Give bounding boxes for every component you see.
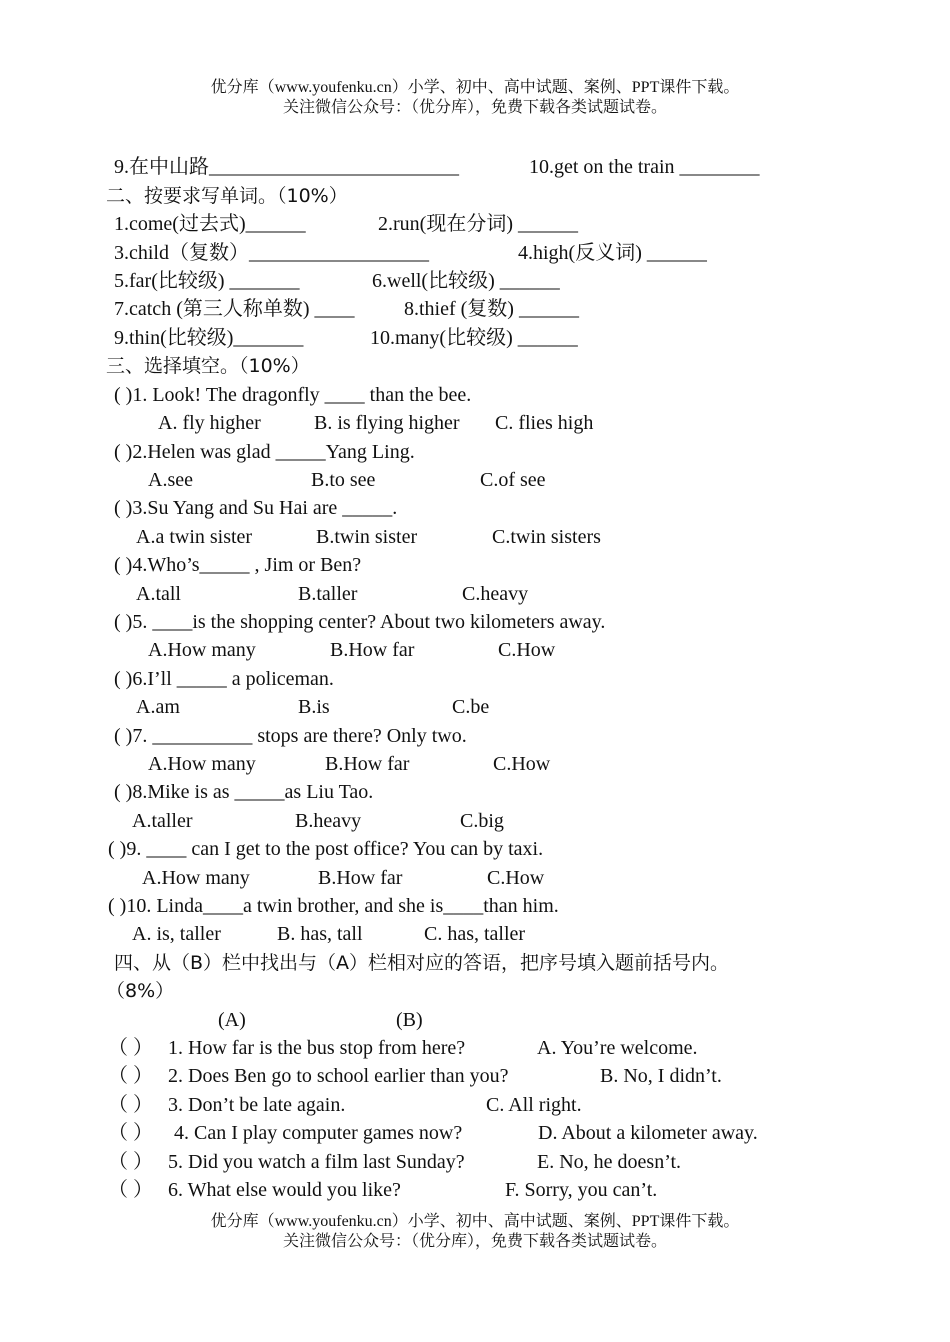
match-question: 5. Did you watch a film last Sunday?	[168, 1151, 465, 1173]
option-c: C.How	[487, 867, 545, 889]
choice-question-1: ( )1. Look! The dragonfly ____ than the bee.	[114, 384, 472, 406]
option-c: C. has, taller	[424, 923, 526, 945]
answer-paren: （ ）	[108, 1151, 153, 1173]
option-a: A.see	[148, 469, 193, 491]
option-a: A.How many	[148, 639, 256, 661]
option-b: B.twin sister	[316, 526, 418, 548]
match-question: 2. Does Ben go to school earlier than you?	[168, 1065, 509, 1087]
answer-paren: （ ）	[108, 1065, 153, 1087]
answer-paren: （ ）	[108, 1122, 153, 1144]
match-question: 3. Don’t be late again.	[168, 1094, 346, 1116]
column-headers	[0, 1008, 950, 1032]
choice-options-9	[0, 866, 950, 890]
choice-options-3	[0, 525, 950, 549]
word-item: 8.thief (复数) ______	[404, 298, 579, 320]
option-b: B.is	[298, 696, 330, 718]
option-b: B.How far	[318, 867, 403, 889]
top-item-10: 10.get on the train ________	[529, 156, 760, 178]
choice-question-2: ( )2.Helen was glad _____Yang Ling.	[114, 441, 415, 463]
section-2-row-3	[0, 269, 950, 293]
match-row	[0, 1150, 950, 1174]
answer-paren: （ ）	[108, 1037, 153, 1059]
choice-question-10: ( )10. Linda____a twin brother, and she is____than him.	[108, 895, 559, 917]
header-line-1: 优分库（www.youfenku.cn）小学、初中、高中试题、案例、PPT课件下载。	[210, 79, 740, 96]
choice-question-7: ( )7. __________ stops are there? Only two.	[114, 725, 467, 747]
option-b: B.How far	[330, 639, 415, 661]
option-a: A.a twin sister	[136, 526, 253, 548]
match-question: 1. How far is the bus stop from here?	[168, 1037, 466, 1059]
section-4-title-cont: （8%）	[106, 980, 175, 1002]
choice-question-3: ( )3.Su Yang and Su Hai are _____.	[114, 497, 398, 519]
answer-paren: （ ）	[108, 1179, 153, 1201]
word-item: 5.far(比较级) _______	[114, 270, 300, 292]
option-c: C.big	[460, 810, 504, 832]
section-2-row-1	[0, 212, 950, 236]
word-item: 4.high(反义词) ______	[518, 242, 707, 264]
match-answer: E. No, he doesn’t.	[537, 1151, 682, 1173]
option-a: A.taller	[132, 810, 193, 832]
match-row	[0, 1036, 950, 1060]
match-answer: A. You’re welcome.	[537, 1037, 698, 1059]
choice-options-7	[0, 752, 950, 776]
choice-options-5	[0, 638, 950, 662]
match-answer: B. No, I didn’t.	[600, 1065, 722, 1087]
choice-question-5: ( )5. ____is the shopping center? About two kilometers away.	[114, 611, 606, 633]
option-c: C.How	[498, 639, 556, 661]
option-a: A.How many	[142, 867, 250, 889]
match-question: 4. Can I play computer games now?	[174, 1122, 463, 1144]
word-item: 10.many(比较级) ______	[370, 327, 578, 349]
option-c: C.heavy	[462, 583, 529, 605]
match-row	[0, 1121, 950, 1145]
match-answer: D. About a kilometer away.	[538, 1122, 758, 1144]
footer-line-1: 优分库（www.youfenku.cn）小学、初中、高中试题、案例、PPT课件下载。	[210, 1213, 740, 1230]
choice-question-6: ( )6.I’ll _____ a policeman.	[114, 668, 334, 690]
match-row	[0, 1093, 950, 1117]
section-2-row-5	[0, 326, 950, 350]
choice-question-4: ( )4.Who’s_____ , Jim or Ben?	[114, 554, 362, 576]
section-3-title: 三、选择填空。（10%）	[106, 355, 310, 377]
choice-options-10	[0, 922, 950, 946]
word-item: 6.well(比较级) ______	[372, 270, 560, 292]
choice-options-2	[0, 468, 950, 492]
word-item: 3.child（复数）__________________	[114, 242, 429, 264]
choice-question-8: ( )8.Mike is as _____as Liu Tao.	[114, 781, 374, 803]
match-answer: C. All right.	[486, 1094, 582, 1116]
option-c: C.of see	[480, 469, 546, 491]
answer-paren: （ ）	[108, 1094, 153, 1116]
section-2-title: 二、按要求写单词。（10%）	[106, 185, 348, 207]
section-4-title: 四、从（B）栏中找出与（A）栏相对应的答语，把序号填入题前括号内。	[114, 952, 730, 974]
top-items-row	[0, 155, 950, 179]
match-row	[0, 1178, 950, 1202]
option-b: B.taller	[298, 583, 358, 605]
header-line-2: 关注微信公众号：（优分库），免费下载各类试题试卷。	[282, 99, 667, 116]
choice-options-8	[0, 809, 950, 833]
word-item: 9.thin(比较级)_______	[114, 327, 304, 349]
section-2-row-4	[0, 297, 950, 321]
choice-options-1	[0, 411, 950, 435]
choice-question-9: ( )9. ____ can I get to the post office? You can by taxi.	[108, 838, 544, 860]
option-c: C.How	[493, 753, 551, 775]
word-item: 1.come(过去式)______	[114, 213, 306, 235]
option-c: C.twin sisters	[492, 526, 601, 548]
option-a: A.How many	[148, 753, 256, 775]
choice-options-6	[0, 695, 950, 719]
option-a: A. fly higher	[158, 412, 261, 434]
choice-options-4	[0, 582, 950, 606]
footer-line-2: 关注微信公众号：（优分库），免费下载各类试题试卷。	[282, 1233, 667, 1250]
column-b-header: (B)	[396, 1009, 423, 1031]
top-item-9: 9.在中山路_________________________	[114, 156, 459, 178]
word-item: 2.run(现在分词) ______	[378, 213, 578, 235]
column-a-header: (A)	[218, 1009, 246, 1031]
option-c: C. flies high	[495, 412, 594, 434]
option-a: A. is, taller	[132, 923, 221, 945]
option-c: C.be	[452, 696, 490, 718]
word-item: 7.catch (第三人称单数) ____	[114, 298, 355, 320]
option-b: B. is flying higher	[314, 412, 460, 434]
option-a: A.tall	[136, 583, 181, 605]
option-b: B. has, tall	[277, 923, 363, 945]
match-row	[0, 1064, 950, 1088]
option-a: A.am	[136, 696, 180, 718]
section-2-row-2	[0, 241, 950, 265]
match-answer: F. Sorry, you can’t.	[505, 1179, 658, 1201]
match-question: 6. What else would you like?	[168, 1179, 401, 1201]
option-b: B.to see	[311, 469, 376, 491]
option-b: B.How far	[325, 753, 410, 775]
option-b: B.heavy	[295, 810, 362, 832]
